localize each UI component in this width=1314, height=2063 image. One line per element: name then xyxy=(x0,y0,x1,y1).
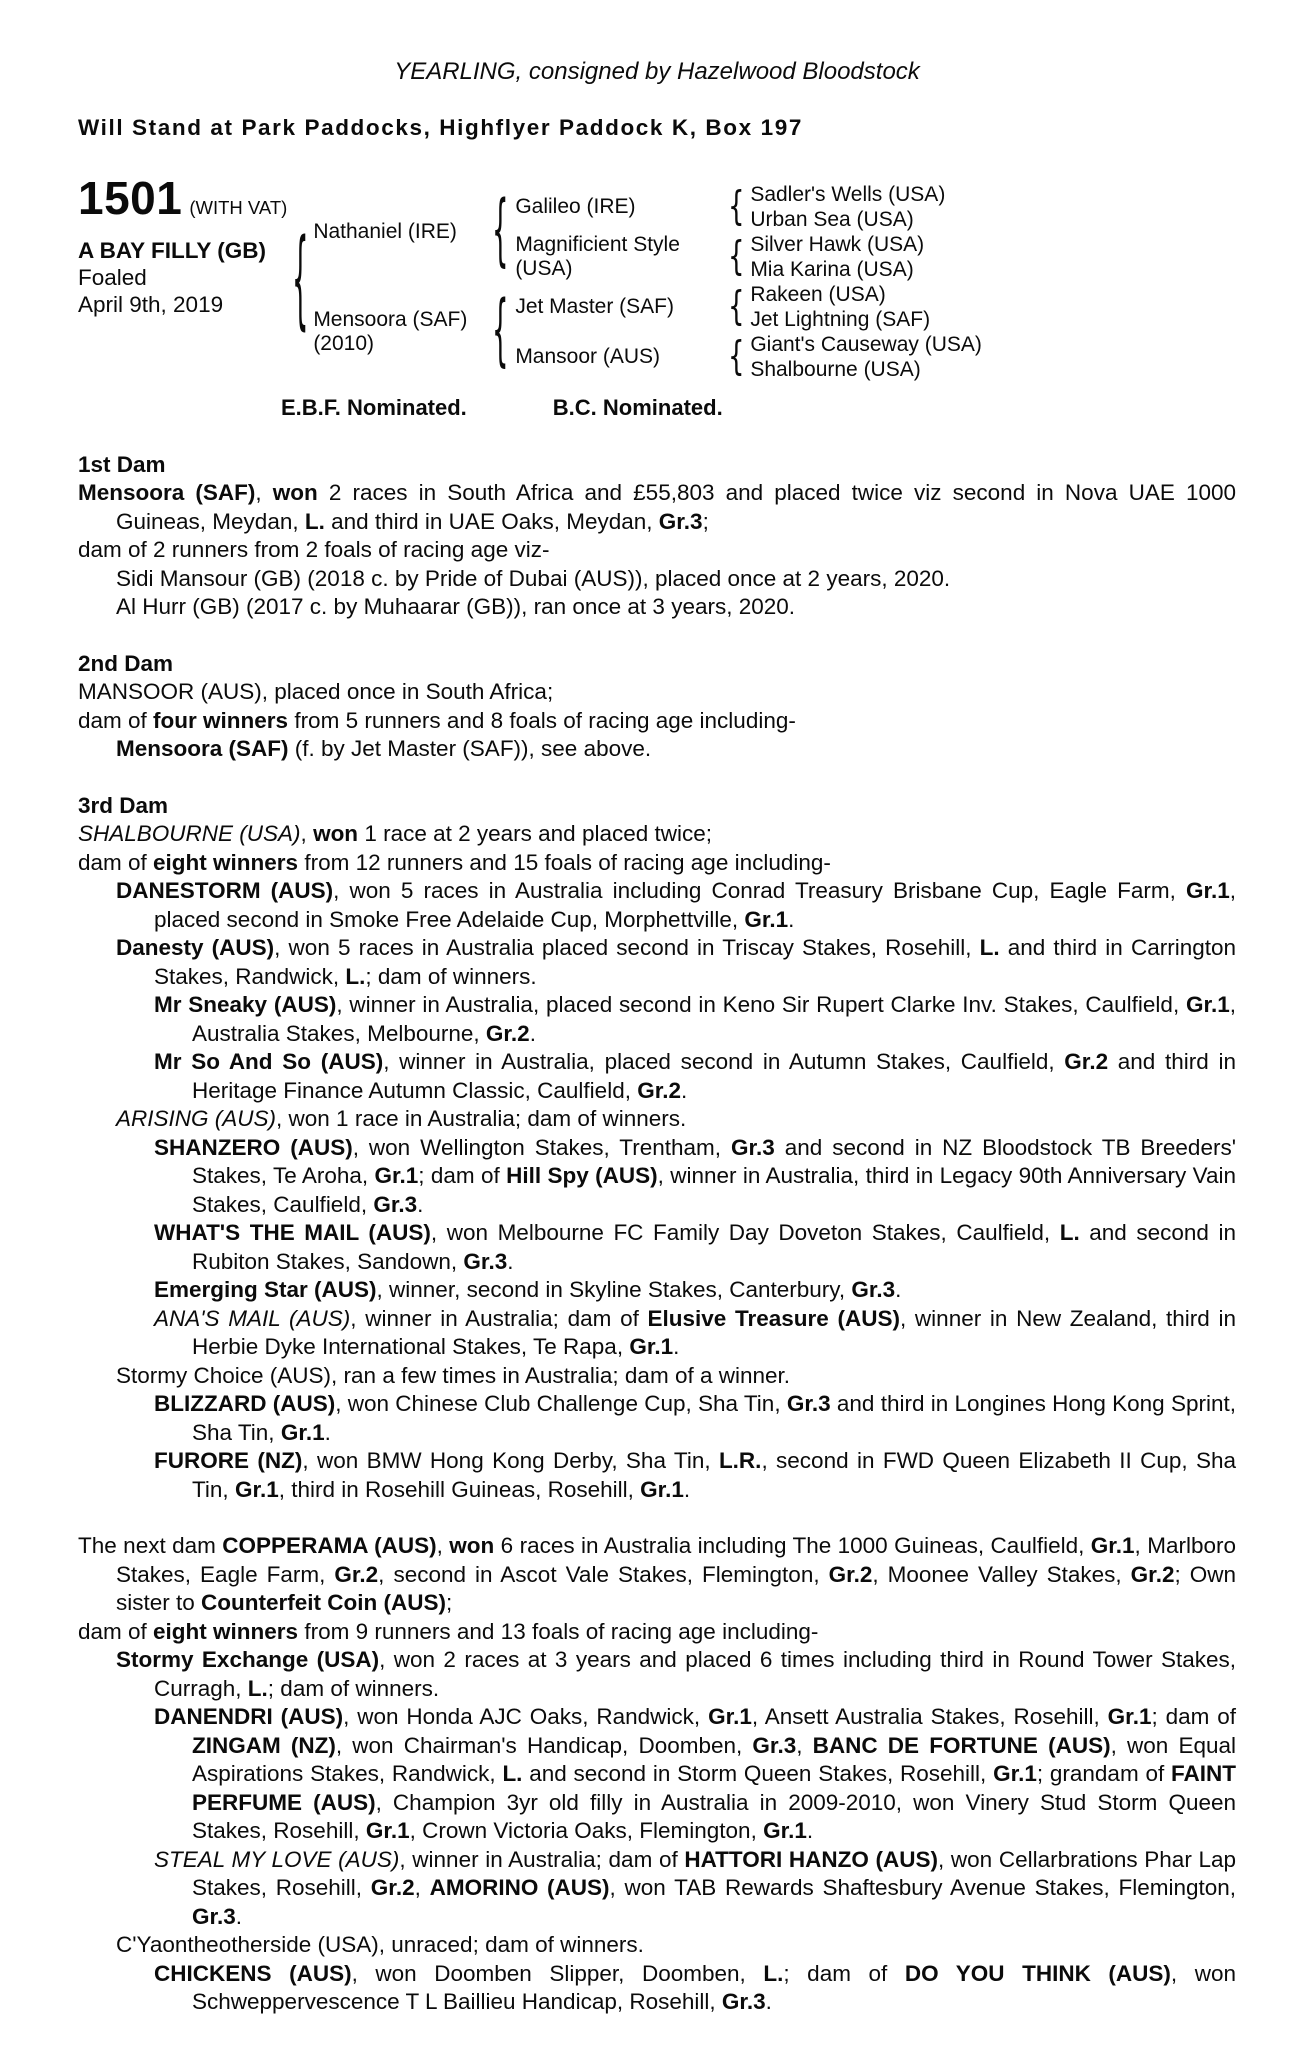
text-segment: , Ansett Australia Stakes, Rosehill, xyxy=(751,1704,1108,1729)
text-segment: SHALBOURNE (USA) xyxy=(78,821,301,846)
dam-section xyxy=(78,1532,1236,2017)
text-segment: Gr.1 xyxy=(374,1163,419,1188)
text-segment: , xyxy=(414,1875,430,1900)
ped-gen3-entry: Shalbourne (USA) xyxy=(750,357,921,381)
pedigree-block xyxy=(78,172,1236,382)
text-segment: ZINGAM (NZ) xyxy=(192,1732,336,1758)
text-segment: Mensoora (SAF) xyxy=(78,480,256,505)
pedigree-paragraph xyxy=(78,678,1236,707)
text-segment: FURORE (NZ) xyxy=(154,1448,303,1473)
text-segment: Gr.1 xyxy=(708,1704,752,1729)
dam-heading: 1st Dam xyxy=(78,451,166,477)
ped-gen3-entry: Silver Hawk (USA) xyxy=(750,232,925,256)
text-segment: , second in Ascot Vale Stakes, Flemington, xyxy=(378,1561,829,1587)
ped-sire-dam: Magnificient Style (USA) xyxy=(515,233,680,280)
pedigree-paragraph xyxy=(78,1105,1236,1134)
text-segment: , placed second in Smoke Free Adelaide Cup, Morphettville, xyxy=(154,878,1236,932)
pedigree-paragraph xyxy=(78,1447,1236,1504)
text-segment: from 9 runners and 13 foals of racing age including- xyxy=(298,1618,819,1644)
text-segment: and third in Carrington Stakes, Randwick, xyxy=(154,935,1236,989)
text-segment: , winner in Australia, placed second in Autumn Stakes, Caulfield, xyxy=(383,1049,1065,1074)
text-segment: Gr.3 xyxy=(730,1134,775,1160)
text-segment: Gr.1 xyxy=(993,1761,1037,1786)
text-segment: eight winners xyxy=(153,849,299,875)
pedigree-paragraph xyxy=(78,877,1236,934)
pedigree-brace: { xyxy=(728,283,745,331)
ebf-nominated-label: E.B.F. Nominated. xyxy=(281,395,467,420)
text-segment: MANSOOR (AUS), placed once in South Africa; xyxy=(78,679,554,704)
pedigree-table xyxy=(287,182,1236,382)
text-segment: , winner in Australia; dam of xyxy=(399,1846,685,1872)
text-segment: and third in UAE Oaks, Meydan, xyxy=(324,508,659,534)
text-segment: , winner in New Zealand, third in Herbie Dyke International Stakes, Te Rapa, xyxy=(192,1305,1236,1359)
text-segment: . xyxy=(507,1248,514,1274)
text-segment: ARISING (AUS) xyxy=(116,1106,277,1131)
text-segment: Elusive Treasure (AUS) xyxy=(647,1305,900,1331)
text-segment: 6 races in Australia including The 1000 Guineas, Caulfield, xyxy=(494,1533,1091,1558)
text-segment: (f. by Jet Master (SAF)), see above. xyxy=(288,736,652,761)
text-segment: four winners xyxy=(153,707,289,733)
text-segment: won xyxy=(449,1533,495,1558)
pedigree-brace: { xyxy=(728,333,745,381)
text-segment: ; grandam of xyxy=(1036,1761,1171,1786)
text-segment: won xyxy=(313,821,359,846)
pedigree-paragraph xyxy=(78,1305,1236,1362)
pedigree-brace: { xyxy=(492,187,509,277)
text-segment: . xyxy=(806,1818,814,1843)
ped-gen3-entry: Urban Sea (USA) xyxy=(750,207,914,231)
pedigree-paragraph xyxy=(78,1276,1236,1305)
ped-gen3-entry: Sadler's Wells (USA) xyxy=(750,182,946,206)
pedigree-paragraph xyxy=(78,1931,1236,1960)
text-segment: and third in Heritage Finance Autumn Classic, Caulfield, xyxy=(192,1049,1236,1103)
pedigree-paragraph xyxy=(78,820,1236,849)
text-segment: Danesty (AUS) xyxy=(116,935,275,960)
text-segment: , third in Rosehill Guineas, Rosehill, xyxy=(278,1476,641,1502)
dam-section xyxy=(78,650,1236,764)
text-segment: L. xyxy=(1059,1220,1080,1245)
text-segment: STEAL MY LOVE (AUS) xyxy=(154,1846,400,1872)
ped-gen3-entry: Rakeen (USA) xyxy=(750,282,886,306)
text-segment: and second in Rubiton Stakes, Sandown, xyxy=(192,1220,1236,1274)
text-segment: FAINT PERFUME (AUS) xyxy=(192,1761,1236,1815)
text-segment: Gr.2 xyxy=(334,1561,379,1587)
text-segment: Gr.3 xyxy=(658,508,703,534)
text-segment: , Australia Stakes, Melbourne, xyxy=(192,992,1237,1046)
text-segment: Gr.1 xyxy=(365,1818,410,1843)
text-segment: L. xyxy=(502,1761,523,1786)
text-segment: dam of xyxy=(78,849,154,875)
text-segment: L.R. xyxy=(718,1448,762,1473)
text-segment: Al Hurr (GB) (2017 c. by Muhaarar (GB)), ran once at 3 years, 2020. xyxy=(116,594,796,619)
bc-nominated-label: B.C. Nominated. xyxy=(552,395,723,420)
pedigree-paragraph xyxy=(78,849,1236,878)
text-segment: Counterfeit Coin (AUS) xyxy=(201,1590,447,1615)
text-segment: Gr.3 xyxy=(752,1732,797,1758)
text-segment: Gr.3 xyxy=(463,1248,508,1274)
text-segment: Gr.1 xyxy=(640,1476,684,1502)
pedigree-paragraph xyxy=(78,1703,1236,1846)
text-segment: , won Doomben Slipper, Doomben, xyxy=(351,1960,764,1986)
pedigree-paragraph xyxy=(78,593,1236,622)
text-segment: WHAT'S THE MAIL (AUS) xyxy=(154,1220,431,1245)
text-segment: Gr.1 xyxy=(1107,1704,1152,1729)
text-segment: BANC DE FORTUNE (AUS) xyxy=(812,1732,1111,1758)
text-segment: ; dam of winners. xyxy=(267,1675,440,1701)
text-segment: Sidi Mansour (GB) (2018 c. by Pride of Dubai (AUS)), placed once at 2 years, 2020. xyxy=(116,565,951,591)
pedigree-paragraph xyxy=(78,1048,1236,1105)
text-segment: . xyxy=(895,1277,902,1302)
text-segment: The next dam xyxy=(78,1533,223,1558)
text-segment: , winner in Australia, placed second in Keno Sir Rupert Clarke Inv. Stakes, Caulfield, xyxy=(336,992,1186,1017)
text-segment: , won Equal Aspirations Stakes, Randwick, xyxy=(192,1732,1236,1786)
text-segment: and second in Storm Queen Stakes, Rosehill, xyxy=(522,1761,994,1786)
pedigree-paragraph xyxy=(78,1960,1236,2017)
text-segment: , won Chairman's Handicap, Doomben, xyxy=(335,1732,753,1758)
text-segment: Gr.1 xyxy=(280,1419,325,1445)
lot-number: 1501 xyxy=(78,172,183,224)
text-segment: L. xyxy=(304,508,325,534)
text-segment: , won Schweppervescence T L Baillieu Handicap, Rosehill, xyxy=(192,1960,1237,2014)
text-segment: DO YOU THINK (AUS) xyxy=(904,1960,1171,1986)
ped-sire: Nathaniel (IRE) xyxy=(313,220,457,243)
ped-gen3-entry: Jet Lightning (SAF) xyxy=(750,307,931,331)
lot-block xyxy=(78,172,288,382)
ped-dam: Mensoora (SAF) (2010) xyxy=(313,308,468,355)
pedigree-paragraph xyxy=(78,565,1236,594)
text-segment: Gr.1 xyxy=(629,1334,674,1359)
pedigree-paragraph xyxy=(78,991,1236,1048)
text-segment: SHANZERO (AUS) xyxy=(154,1134,353,1160)
text-segment: Gr.3 xyxy=(721,1989,766,2014)
text-segment: ; dam of xyxy=(418,1163,507,1188)
text-segment: ; Own sister to xyxy=(116,1561,1236,1615)
text-segment: Gr.2 xyxy=(637,1077,681,1103)
dam-section xyxy=(78,792,1236,1505)
text-segment: ; dam of xyxy=(783,1960,905,1986)
text-segment: HATTORI HANZO (AUS) xyxy=(684,1846,939,1872)
text-segment: COPPERAMA (AUS) xyxy=(222,1533,437,1558)
text-segment: ANA'S MAIL (AUS) xyxy=(154,1305,351,1331)
text-segment: L. xyxy=(763,1960,784,1986)
text-segment: , xyxy=(300,821,314,846)
text-segment: Gr.1 xyxy=(1185,992,1230,1017)
text-segment: , won 5 races in Australia including Conrad Treasury Brisbane Cup, Eagle Farm, xyxy=(333,878,1186,903)
pedigree-brace: { xyxy=(728,183,745,231)
text-segment: CHICKENS (AUS) xyxy=(154,1960,352,1986)
text-segment: Mensoora (SAF) xyxy=(116,736,289,761)
text-segment: , won 2 races at 3 years and placed 6 times including third in Round Tower Stakes, Curragh, xyxy=(154,1647,1236,1701)
ped-gen3-entry: Mia Karina (USA) xyxy=(750,257,914,281)
text-segment: . xyxy=(788,906,795,932)
text-segment: Emerging Star (AUS) xyxy=(154,1277,377,1302)
text-segment: dam of xyxy=(78,1618,154,1644)
pedigree-paragraph xyxy=(78,1390,1236,1447)
text-segment: , Moonee Valley Stakes, xyxy=(872,1561,1131,1587)
text-segment: Gr.2 xyxy=(370,1875,415,1900)
text-segment: , won 5 races in Australia placed second in Triscay Stakes, Rosehill, xyxy=(274,935,980,960)
foaled-label: Foaled xyxy=(78,264,147,290)
text-segment: , xyxy=(255,480,273,505)
text-segment: , Marlboro Stakes, Eagle Farm, xyxy=(116,1533,1236,1587)
text-segment: Gr.1 xyxy=(1090,1533,1135,1558)
text-segment: , second in FWD Queen Elizabeth II Cup, Sha Tin, xyxy=(192,1448,1237,1502)
text-segment: Gr.1 xyxy=(1185,878,1230,903)
pedigree-brace: { xyxy=(292,220,309,344)
text-segment: 2 races in South Africa and £55,803 and placed twice viz second in Nova UAE 1000 Guineas, Meydan, xyxy=(116,480,1236,534)
pedigree-brace: { xyxy=(728,233,745,281)
text-segment: . xyxy=(683,1476,691,1502)
text-segment: . xyxy=(681,1077,688,1103)
ped-sire-sire: Galileo (IRE) xyxy=(515,195,636,218)
text-segment: Mr So And So (AUS) xyxy=(154,1049,384,1074)
text-segment: DANESTORM (AUS) xyxy=(116,878,334,903)
pedigree-text xyxy=(78,451,1236,2017)
text-segment: Stormy Choice (AUS), ran a few times in Australia; dam of a winner. xyxy=(116,1362,791,1388)
text-segment: , winner in Australia; dam of xyxy=(350,1305,648,1331)
text-segment: Hill Spy (AUS) xyxy=(506,1163,658,1188)
dam-heading: 3rd Dam xyxy=(78,792,169,818)
text-segment: , xyxy=(796,1732,813,1758)
text-segment: Gr.1 xyxy=(744,906,789,932)
text-segment: won xyxy=(272,480,318,505)
text-segment: dam of xyxy=(78,707,154,733)
text-segment: Mr Sneaky (AUS) xyxy=(154,992,337,1017)
pedigree-paragraph xyxy=(78,479,1236,536)
text-segment: from 12 runners and 15 foals of racing age including- xyxy=(298,849,831,875)
text-segment: L. xyxy=(247,1675,268,1701)
text-segment: DANENDRI (AUS) xyxy=(154,1704,344,1729)
text-segment: and third in Longines Hong Kong Sprint, Sha Tin, xyxy=(192,1391,1236,1445)
nominations-line xyxy=(78,394,1236,423)
pedigree-paragraph xyxy=(78,735,1236,764)
text-segment: ; dam of winners. xyxy=(365,963,537,989)
text-segment: Stormy Exchange (USA) xyxy=(116,1647,380,1672)
text-segment: . xyxy=(765,1989,772,2014)
text-segment: from 5 runners and 8 foals of racing age including- xyxy=(288,707,796,733)
text-segment: , won Melbourne FC Family Day Doveton Stakes, Caulfield, xyxy=(430,1220,1060,1245)
text-segment: eight winners xyxy=(153,1618,299,1644)
text-segment: , won Cellarbrations Phar Lap Stakes, Rosehill, xyxy=(192,1846,1236,1900)
text-segment: dam of 2 runners from 2 foals of racing age viz- xyxy=(78,537,550,562)
text-segment: , winner in Australia, third in Legacy 90th Anniversary Vain Stakes, Caulfield, xyxy=(192,1163,1236,1217)
consignor-line: YEARLING, consigned by Hazelwood Bloodstock xyxy=(394,58,920,85)
text-segment: , won 1 race in Australia; dam of winners. xyxy=(276,1106,687,1131)
text-segment: , Champion 3yr old filly in Australia in 2009-2010, won Vinery Stud Storm Queen Stakes, Rosehill, xyxy=(192,1789,1236,1843)
dam-section xyxy=(78,451,1236,622)
text-segment: Gr.2 xyxy=(485,1020,530,1046)
text-segment: L. xyxy=(345,963,366,989)
text-segment: 1 race at 2 years and placed twice; xyxy=(358,821,713,846)
pedigree-paragraph xyxy=(78,1846,1236,1932)
text-segment: Gr.2 xyxy=(1130,1561,1175,1587)
pedigree-brace: { xyxy=(492,287,509,377)
horse-description: A BAY FILLY (GB) xyxy=(78,237,266,263)
text-segment: . xyxy=(673,1334,680,1359)
text-segment: C'Yaontheotherside (USA), unraced; dam of winners. xyxy=(116,1932,644,1957)
text-segment: Gr.2 xyxy=(1064,1049,1109,1074)
pedigree-paragraph xyxy=(78,1134,1236,1220)
text-segment: Gr.1 xyxy=(234,1476,279,1502)
pedigree-paragraph xyxy=(78,1646,1236,1703)
text-segment: Gr.3 xyxy=(786,1391,831,1416)
pedigree-paragraph xyxy=(78,1532,1236,1618)
text-segment: , won Honda AJC Oaks, Randwick, xyxy=(343,1704,709,1729)
text-segment: Gr.2 xyxy=(828,1561,873,1587)
pedigree-paragraph xyxy=(78,707,1236,736)
pedigree-paragraph xyxy=(78,1362,1236,1391)
text-segment: BLIZZARD (AUS) xyxy=(154,1391,336,1416)
ped-gen3-entry: Giant's Causeway (USA) xyxy=(750,332,982,356)
text-segment: . xyxy=(235,1903,243,1929)
text-segment: . xyxy=(417,1191,424,1217)
pedigree-paragraph xyxy=(78,934,1236,991)
text-segment: , winner, second in Skyline Stakes, Canterbury, xyxy=(376,1277,852,1302)
text-segment: Gr.3 xyxy=(192,1903,236,1929)
pedigree-paragraph xyxy=(78,1219,1236,1276)
text-segment: , Crown Victoria Oaks, Flemington, xyxy=(409,1818,764,1843)
vat-note: (WITH VAT) xyxy=(189,197,288,218)
stand-location-line: Will Stand at Park Paddocks, Highflyer Paddock K, Box 197 xyxy=(78,114,803,140)
text-segment: , won Chinese Club Challenge Cup, Sha Tin, xyxy=(335,1391,787,1416)
text-segment: Gr.3 xyxy=(373,1191,418,1217)
dam-heading: 2nd Dam xyxy=(78,650,174,676)
text-segment: , xyxy=(436,1533,450,1558)
text-segment: L. xyxy=(979,935,1000,960)
text-segment: Gr.1 xyxy=(763,1818,807,1843)
text-segment: Gr.3 xyxy=(851,1277,896,1302)
text-segment: , won BMW Hong Kong Derby, Sha Tin, xyxy=(302,1448,719,1473)
pedigree-paragraph xyxy=(78,536,1236,565)
foaled-date: April 9th, 2019 xyxy=(78,291,224,317)
text-segment: ; xyxy=(446,1590,453,1615)
text-segment: AMORINO (AUS) xyxy=(429,1875,610,1900)
text-segment: . xyxy=(529,1020,536,1046)
text-segment: ; xyxy=(702,508,709,534)
text-segment: and second in NZ Bloodstock TB Breeders' Stakes, Te Aroha, xyxy=(192,1134,1237,1188)
ped-dam-dam: Mansoor (AUS) xyxy=(515,345,661,368)
text-segment: . xyxy=(324,1419,331,1445)
lot-number-line xyxy=(78,172,288,224)
text-segment: ; dam of xyxy=(1151,1704,1236,1729)
text-segment: , won Wellington Stakes, Trentham, xyxy=(352,1134,731,1160)
ped-dam-sire: Jet Master (SAF) xyxy=(515,295,675,318)
pedigree-paragraph xyxy=(78,1618,1236,1647)
text-segment: , won TAB Rewards Shaftesbury Avenue Stakes, Flemington, xyxy=(609,1875,1236,1900)
